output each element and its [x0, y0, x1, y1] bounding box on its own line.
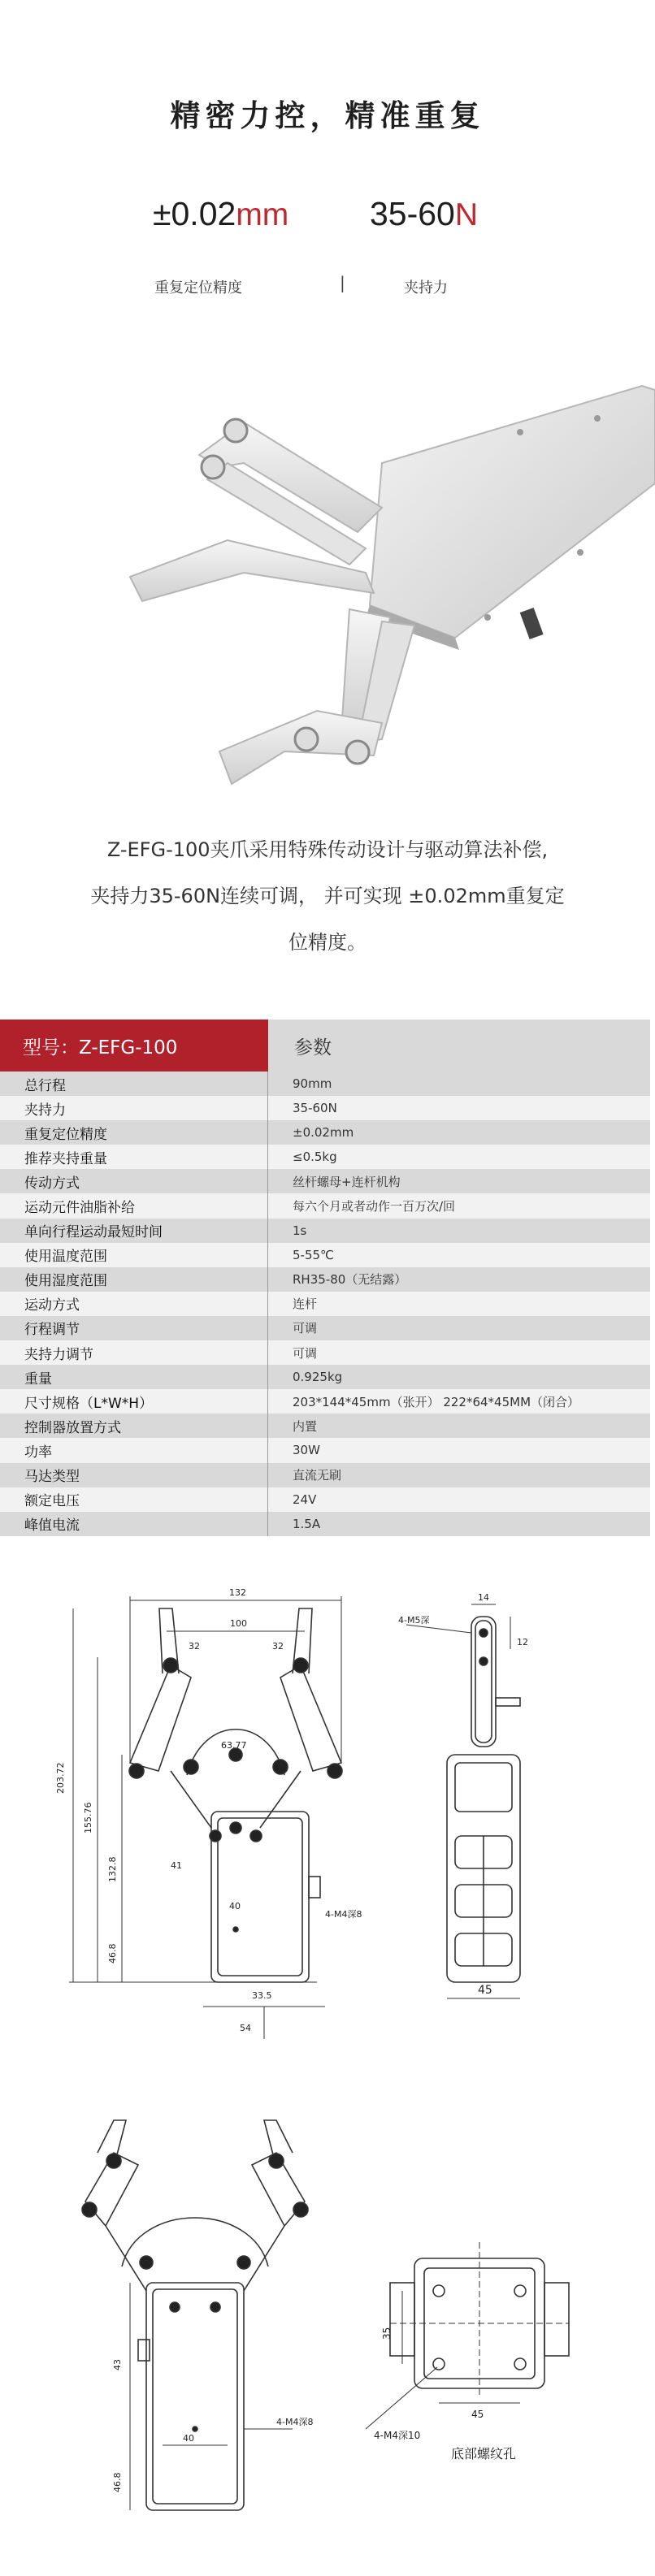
spec-value: ±0.02mm [293, 1125, 354, 1141]
spec-name: 峰值电流 [0, 1512, 268, 1536]
spec-name: 功率 [0, 1438, 268, 1462]
base-threads-drawing [374, 2226, 618, 2494]
spec-name: 运动元件油脂补给 [0, 1193, 268, 1218]
spec-value: 5-55℃ [293, 1247, 334, 1262]
spec-name: 额定电压 [0, 1487, 268, 1512]
spec-row [0, 1169, 650, 1193]
front-view-drawing [49, 1568, 362, 2039]
spec-value: 24V [293, 1491, 317, 1507]
dim-label: 4-M4深8 [276, 2417, 314, 2427]
dim-label: 35 [381, 2327, 393, 2340]
spec-row [0, 1243, 650, 1267]
description-line: Z-EFG-100夹爪采用特殊传动设计与驱动算法补偿, [106, 838, 549, 861]
spec-name: 尺寸规格（L*W*H） [0, 1389, 268, 1414]
stat-grip-force-unit: N [454, 197, 479, 232]
spec-name: 单向行程运动最短时间 [0, 1219, 268, 1243]
dim-label: 4-M5深 [398, 1615, 430, 1626]
dim-label: 132 [229, 1587, 246, 1598]
dim-label: 4-M4深8 [325, 1909, 362, 1920]
spec-name: 控制器放置方式 [0, 1414, 268, 1438]
spec-value: 丝杆螺母+连杆机构 [293, 1174, 401, 1189]
spec-row [0, 1389, 650, 1414]
dim-label: 12 [517, 1637, 528, 1647]
spec-name: 夹持力 [0, 1096, 268, 1120]
spec-header-param: 参数 [268, 1020, 650, 1072]
spec-row [0, 1219, 650, 1243]
dim-label: 32 [189, 1641, 200, 1652]
spec-value: 0.925kg [293, 1370, 343, 1385]
spec-value: 1s [293, 1223, 307, 1238]
spec-name: 夹持力调节 [0, 1340, 268, 1365]
spec-row [0, 1145, 650, 1169]
dim-label: 54 [240, 2023, 251, 2033]
description-line: 位精度。 [288, 931, 367, 954]
dim-label: 155.76 [83, 1802, 93, 1834]
spec-value: RH35-80（无结露） [293, 1272, 407, 1288]
spec-value: 30W [293, 1443, 320, 1458]
dim-label: 100 [230, 1618, 247, 1629]
spec-table-body [0, 1072, 650, 1536]
spec-name: 马达类型 [0, 1463, 268, 1487]
page-headline: 精密力控，精准重复 [170, 98, 485, 133]
product-description [49, 827, 606, 966]
stat-repeatability-value: ±0.02 [153, 195, 236, 232]
spec-header-model: 型号：Z-EFG-100 [0, 1020, 268, 1072]
spec-row [0, 1438, 650, 1462]
spec-value: 35-60N [293, 1101, 337, 1116]
spec-value: 1.5A [293, 1516, 321, 1531]
dim-label: 46.8 [107, 1943, 118, 1963]
spec-value: 直流无刷 [293, 1468, 342, 1483]
dim-label: 40 [183, 2433, 194, 2444]
spec-value: 90mm [293, 1076, 332, 1092]
stat-repeatability-label: 重复定位精度 [154, 279, 242, 297]
gripper-product-image [0, 341, 655, 796]
spec-value: 可调 [293, 1345, 318, 1361]
spec-row [0, 1292, 650, 1316]
spec-row [0, 1120, 650, 1145]
spec-row [0, 1512, 650, 1536]
spec-value: ≤0.5kg [293, 1149, 337, 1165]
side-view-drawing [374, 1568, 618, 1997]
dim-label: 203.72 [55, 1762, 66, 1794]
spec-value: 可调 [293, 1321, 318, 1336]
spec-name: 使用温度范围 [0, 1243, 268, 1267]
spec-row [0, 1193, 650, 1218]
dim-label: 33.5 [252, 1990, 272, 2001]
dim-label: 14 [478, 1592, 489, 1603]
spec-value: 203*144*45mm（张开） 222*64*45MM（闭合） [293, 1394, 580, 1409]
dim-label: 32 [272, 1641, 284, 1652]
spec-value: 连杆 [293, 1297, 318, 1312]
dim-label: 46.8 [112, 2472, 123, 2492]
spec-row [0, 1072, 650, 1096]
spec-row [0, 1340, 650, 1365]
dim-label: 41 [171, 1860, 182, 1871]
dim-label: 43 [112, 2359, 123, 2370]
dim-label: 45 [478, 1984, 492, 1997]
stat-grip-force-label: 夹持力 [404, 279, 448, 297]
spec-value: 内置 [293, 1418, 318, 1434]
spec-table-header [0, 1020, 650, 1072]
spec-name: 使用湿度范围 [0, 1267, 268, 1292]
description-line: 夹持力35-60N连续可调， 并可实现 ±0.02mm重复定 [90, 885, 565, 907]
spec-row [0, 1096, 650, 1120]
spec-name: 行程调节 [0, 1316, 268, 1340]
spec-row [0, 1414, 650, 1438]
spec-row [0, 1487, 650, 1512]
spec-row [0, 1316, 650, 1340]
spec-row [0, 1365, 650, 1389]
stat-grip-force [370, 195, 478, 233]
spec-name: 重量 [0, 1365, 268, 1389]
dim-label: 4-M4深10 [374, 2430, 421, 2441]
stat-repeatability-unit: mm [236, 197, 289, 232]
dim-label: 40 [229, 1901, 241, 1911]
spec-name: 推荐夹持重量 [0, 1145, 268, 1169]
spec-name: 总行程 [0, 1072, 268, 1096]
stat-grip-force-value: 35-60 [370, 195, 455, 232]
base-thread-caption: 底部螺纹孔 [451, 2446, 517, 2461]
dim-label: 63.77 [221, 1740, 247, 1751]
stat-separator: | [340, 273, 345, 292]
spec-name: 传动方式 [0, 1169, 268, 1193]
stat-repeatability [153, 195, 288, 233]
dim-label: 132.8 [107, 1856, 118, 1882]
spec-row [0, 1463, 650, 1487]
bottom-view-drawing [49, 2104, 358, 2559]
spec-name: 运动方式 [0, 1292, 268, 1316]
dim-label: 45 [471, 2409, 484, 2420]
spec-row [0, 1267, 650, 1292]
spec-value: 每六个月或者动作一百万次/回 [293, 1199, 456, 1214]
spec-name: 重复定位精度 [0, 1120, 268, 1145]
